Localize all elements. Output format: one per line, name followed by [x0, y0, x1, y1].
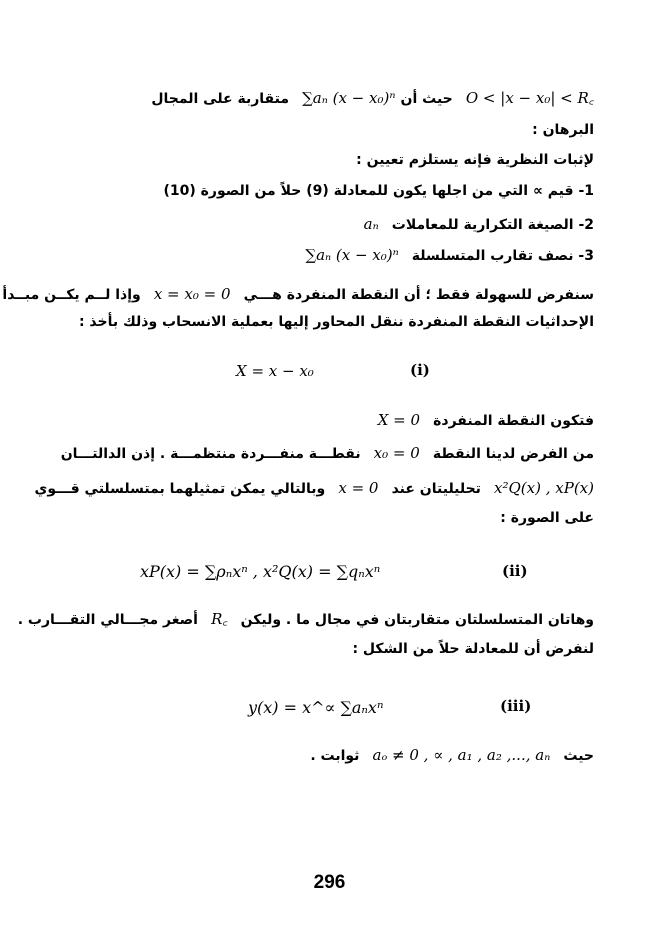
line-9-math: X = 0 — [377, 411, 421, 429]
list-item-2 — [364, 214, 594, 233]
line-15 — [310, 745, 594, 764]
equation-iii: y(x) = x^∝ ∑aₙxⁿ — [248, 698, 384, 717]
list-item-3-text: 3- نصف تقارب المتسلسلة — [411, 248, 594, 264]
equation-i: X = x − x₀ — [236, 362, 314, 380]
line-1-text: متقاربة على المجال — [151, 91, 289, 107]
list-item-2-math: aₙ — [363, 215, 379, 233]
equation-ii-label: (ii) — [502, 562, 528, 580]
line-10-b: نقطـــة منفـــردة منتظمـــة . إذن الدالتـــان — [60, 446, 361, 462]
line-9-text: فتكون النقطة المنفردة — [433, 413, 594, 429]
line-3: لإثبات النظرية فإنه يستلزم تعيين : — [356, 152, 594, 168]
line-11-a: تحليليتان عند — [391, 481, 481, 497]
line-1 — [143, 88, 594, 108]
list-item-3-math: ∑aₙ (x − x₀)ⁿ — [305, 246, 399, 264]
list-item-3 — [305, 245, 594, 264]
line-7-b: وإذا لــم يكــن مبــدأ — [2, 287, 141, 303]
line-11 — [35, 478, 594, 497]
line-1-interval: O < |x − x₀| < R꜀ — [465, 89, 594, 107]
line-15-b: ثوابت . — [310, 748, 360, 764]
list-item-1: 1- قيم ∝ التي من اجلها يكون للمعادلة (9) حلاً من الصورة (10) — [163, 183, 594, 199]
line-13-math: R꜀ — [211, 610, 228, 628]
equation-ii: xP(x) = ∑ρₙxⁿ , x²Q(x) = ∑qₙxⁿ — [140, 562, 381, 581]
page-number: 296 — [313, 872, 346, 893]
line-7 — [2, 284, 594, 303]
line-7-a: سنفرض للسهولة فقط ؛ أن النقطة المنفردة هـــي — [243, 287, 594, 303]
line-9 — [378, 410, 594, 429]
line-8: الإحداثيات النقطة المنفردة ننقل المحاور إليها بعملية الانسحاب وذلك بأخذ : — [78, 314, 594, 330]
line-15-a: حيث — [563, 748, 594, 764]
line-13-a: وهاتان المتسلسلتان متقاربتان في مجال ما . وليكن — [240, 612, 594, 628]
list-item-2-text: 2- الصيغة التكرارية للمعاملات — [391, 217, 594, 233]
line-11-math: x = 0 — [338, 479, 379, 497]
line-10 — [61, 443, 594, 462]
line-10-a: من الفرض لدينا النقطة — [432, 446, 594, 462]
line-1-intro: حيث أن — [400, 91, 453, 107]
line-11-b: وبالتالي يمكن تمثيلهما بمتسلسلتي قـــوي — [34, 481, 326, 497]
line-7-math: x = x₀ = 0 — [153, 285, 231, 303]
equation-i-label: (i) — [410, 361, 430, 379]
line-10-math: x₀ = 0 — [373, 444, 420, 462]
line-15-math: aₒ ≠ 0 , ∝ , a₁ , a₂ ,..., aₙ — [372, 746, 551, 764]
line-14: لنفرض أن للمعادلة حلاً من الشكل : — [352, 641, 594, 657]
line-12: على الصورة : — [500, 510, 594, 526]
equation-iii-label: (iii) — [500, 697, 532, 715]
line-13-b: أصغر مجـــالي التقـــارب . — [17, 612, 198, 628]
line-11-functions: x²Q(x) , xP(x) — [494, 479, 594, 497]
line-13 — [18, 609, 594, 629]
proof-heading: البرهان : — [532, 122, 594, 138]
line-1-series: ∑aₙ (x − x₀)ⁿ — [302, 89, 396, 107]
